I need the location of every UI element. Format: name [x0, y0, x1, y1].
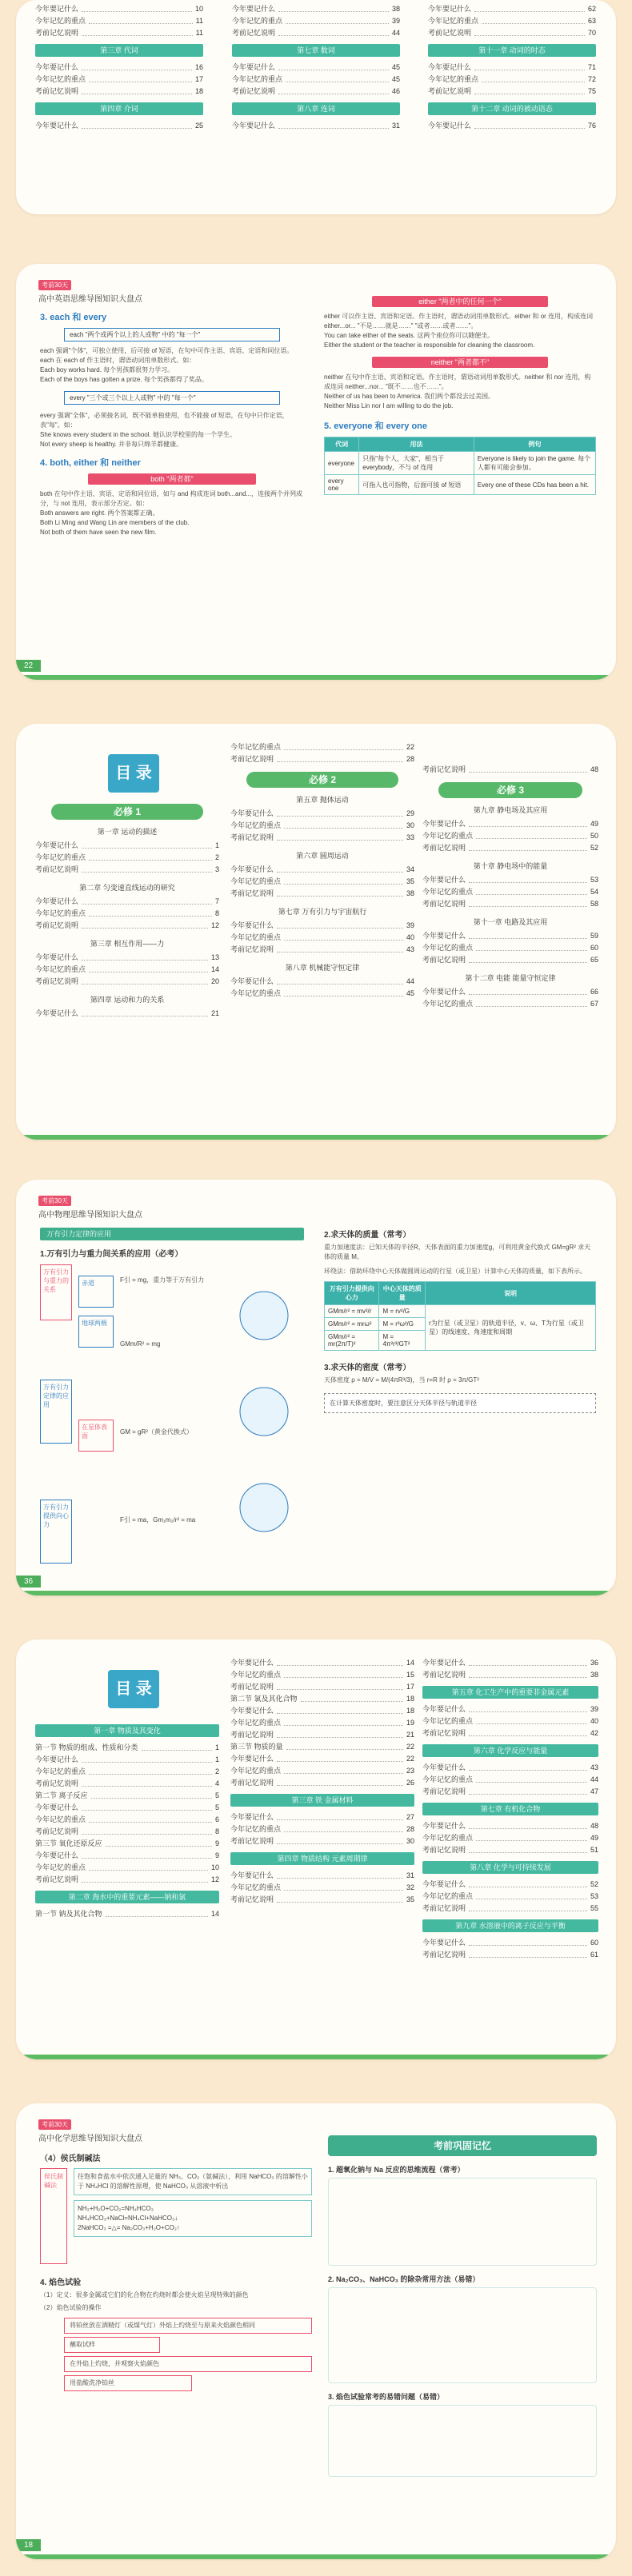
review-banner: 考前巩固记忆 — [328, 2135, 597, 2156]
mindmap-node: 万有引力提供向心力 — [40, 1500, 72, 1564]
example: Not every sheep is healthy. 并非每只绵羊都健康。 — [40, 441, 183, 448]
panel-physics-page — [16, 1180, 616, 1596]
toc-row[interactable]: 考前记忆说明 42 — [422, 1729, 598, 1737]
toc-row[interactable]: 考前记忆说明 26 — [230, 1779, 414, 1787]
toc-row[interactable]: 考前记忆说明 58 — [422, 900, 598, 908]
toc-row[interactable]: 第三节 物质的量 22 — [230, 1743, 414, 1751]
chapter-title: 第十一章 电路及其应用 — [473, 918, 548, 926]
chapter-band: 第八章 连词 — [232, 102, 400, 115]
formula: F引 = ma，Gm₁m₂/r² = ma — [120, 1516, 196, 1524]
table-header: 代词 — [325, 437, 359, 452]
book-subtitle: 高中物理思维导图知识大盘点 — [38, 1211, 142, 1220]
note-box: 在计算天体密度时，要注意区分天体半径与轨道半径 — [324, 1393, 596, 1413]
toc-row[interactable]: 今年要记什么 25 — [35, 122, 203, 130]
paragraph: （2）焰色试验的操作 — [40, 2304, 102, 2311]
chapter-band: 第四章 介词 — [35, 102, 203, 115]
planet-diagram — [240, 1388, 288, 1436]
toc-row[interactable]: 第三节 氧化还原反应 9 — [35, 1839, 219, 1847]
example: Either the student or the teacher is responsible for cleaning the classroom. — [324, 341, 535, 349]
table-header: 例句 — [474, 437, 595, 452]
toc-row[interactable]: 今年要记什么 45 — [232, 63, 400, 71]
concept-box: each "两个或两个以上的人或物" 中的 "每一个" — [64, 328, 280, 341]
toc-row[interactable]: 今年要记什么 16 — [35, 63, 203, 71]
bottom-strip — [16, 2055, 616, 2059]
concept-bar: either "两者中的任何一个" — [372, 296, 548, 307]
chapter-band: 第十二章 动词的被动语态 — [428, 102, 596, 115]
bottom-strip — [16, 675, 616, 680]
toc-row[interactable]: 今年要记什么 1 — [35, 841, 219, 849]
earth-diagram — [240, 1292, 288, 1340]
toc-row[interactable]: 考前记忆说明 43 — [230, 945, 414, 953]
toc-row[interactable]: 今年要记什么 71 — [428, 63, 596, 71]
mindmap-node: 万有引力定律的应用 — [40, 1380, 72, 1444]
toc-col-1 — [35, 3, 203, 132]
paragraph: neither 在句中作主语、宾语和定语。作主语时，谓语动词用单数形式。neither 和 nor 连用，构成连词 neither...nor... "既不……也不……"。 — [324, 373, 591, 390]
example: Both Li Ming and Wang Lin are members of the club. — [40, 519, 190, 526]
toc-row[interactable]: 考前记忆说明 28 — [230, 755, 414, 763]
toc-row[interactable]: 今年记忆的重点 15 — [230, 1671, 414, 1679]
toc-row[interactable]: 考前记忆说明 21 — [230, 1731, 414, 1739]
toc-row[interactable]: 今年记忆的重点 2 — [35, 1767, 219, 1775]
toc-heading: 目 录 — [108, 754, 159, 793]
section-heading: 3.求天体的密度（常考） — [324, 1364, 411, 1372]
equation-box — [74, 2200, 312, 2237]
toc-row[interactable]: 考前记忆说明 44 — [232, 29, 400, 37]
chapter-title: 第十二章 电能 能量守恒定律 — [465, 974, 556, 982]
left-column — [40, 310, 304, 537]
toc-col-2 — [230, 1657, 414, 1906]
example: Neither Miss Lin nor I am willing to do the job. — [324, 402, 454, 409]
volume-band: 必修 2 — [246, 772, 398, 788]
step: 在外焰上灼烧，并观察火焰颜色 — [64, 2356, 312, 2372]
section-heading: 4. both, either 和 neither — [40, 458, 141, 468]
toc-row[interactable]: 考前记忆说明 70 — [428, 29, 596, 37]
toc-row[interactable]: 今年记忆的重点 22 — [230, 743, 414, 751]
section-heading: 2.求天体的质量（常考） — [324, 1231, 411, 1240]
table-row: GMm/r² = mv²/r M = rv²/G r为行星（或卫星）的轨道半径，v、ω、T为行星（或卫星）的线速度、角速度和周期 — [325, 1305, 596, 1318]
page-number: 18 — [16, 2539, 41, 2551]
toc-row[interactable]: 今年记忆的重点 19 — [230, 1719, 414, 1727]
paragraph: （1）定义：很多金属或它们的化合物在灼烧时都会使火焰呈现特殊的颜色 — [40, 2291, 249, 2298]
toc-row[interactable]: 今年记忆的重点 28 — [230, 1825, 414, 1833]
section-heading: 1.万有引力与重力间关系的应用（必考） — [40, 1250, 183, 1259]
toc-row[interactable]: 今年记忆的重点 39 — [232, 17, 400, 25]
chapter-title: 第十章 静电场中的能量 — [473, 862, 548, 870]
toc-row[interactable]: 今年要记什么 21 — [35, 1009, 219, 1017]
paragraph: 往饱和食盐水中依次通入足量的 NH₃、CO₂（氨碱法），利用 NaHCO₃ 的溶解性小于 NH₄HCl 的溶解性原理，使 NaHCO₃ 从溶液中析出 — [74, 2168, 312, 2195]
mindmap-node: 地球两极 — [78, 1316, 114, 1348]
chapter-band: 第九章 水溶液中的离子反应与平衡 — [422, 1919, 598, 1932]
chapter-title: 第六章 圆周运动 — [296, 852, 349, 860]
comparison-table — [324, 437, 596, 495]
toc-row[interactable]: 今年记忆的重点 11 — [35, 17, 203, 25]
mindmap-node: 在星体表面 — [78, 1420, 114, 1452]
toc-col-2 — [232, 3, 400, 132]
toc-row[interactable]: 今年记忆的重点 32 — [230, 1883, 414, 1891]
toc-row[interactable]: 今年要记什么 43 — [422, 1763, 598, 1771]
panel-english-toc — [16, 0, 616, 214]
toc-row[interactable]: 今年要记什么 60 — [422, 1939, 598, 1947]
concept-bar: both "两者都" — [88, 473, 256, 485]
procedure-steps — [40, 2318, 312, 2391]
chapter-band: 第四章 物质结构 元素周期律 — [230, 1852, 414, 1865]
right-column — [324, 1228, 596, 1413]
toc-row[interactable]: 考前记忆说明 33 — [230, 833, 414, 841]
toc-row[interactable]: 考前记忆说明 12 — [35, 921, 219, 929]
example: Each boy works hard. 每个男孩都很努力学习。 — [40, 366, 174, 373]
toc-row[interactable]: 考前记忆说明 35 — [230, 1895, 414, 1903]
toc-row[interactable]: 考前记忆说明 65 — [422, 956, 598, 964]
bottom-strip — [16, 2554, 616, 2559]
example: She knows every student in the school. 她认识学校里的每一个学生。 — [40, 431, 236, 438]
toc-row[interactable]: 今年记忆的重点 50 — [422, 832, 598, 840]
toc-row[interactable]: 第二节 氯及其化合物 18 — [230, 1695, 414, 1703]
book-subtitle: 高中化学思维导图知识大盘点 — [38, 2135, 142, 2143]
toc-col-1 — [35, 1719, 219, 1920]
toc-row[interactable]: 考前记忆说明 55 — [422, 1904, 598, 1912]
section-heading: 2. Na₂CO₃、NaHCO₃ 的除杂常用方法（易错） — [328, 2275, 480, 2283]
paragraph: either 可以作主语、宾语和定语。作主语时，谓语动词用单数形式。either 和 or 连用，构成连词 either...or... "不是……就是……" "或者……或者……"。 — [324, 313, 594, 329]
toc-row[interactable]: 今年记忆的重点 54 — [422, 888, 598, 896]
right-column — [324, 296, 596, 495]
formula: F引 = mg，重力等于万有引力 — [120, 1276, 205, 1284]
toc-row[interactable]: 考前记忆说明 47 — [422, 1787, 598, 1795]
toc-row[interactable]: 今年要记什么 76 — [428, 122, 596, 130]
formula: GM = gR²（黄金代换式） — [120, 1428, 193, 1436]
section-heading: 5. everyone 和 every one — [324, 421, 428, 431]
toc-row[interactable]: 考前记忆说明 8 — [35, 1827, 219, 1835]
paragraph: both 在句中作主语、宾语、定语和同位语，如与 and 构成连词 both...and...，连接两个并列成分，与 not 连用，表示部分否定。如： — [40, 490, 303, 507]
toc-col-3 — [422, 1657, 598, 1961]
chapter-title: 第四章 运动和力的关系 — [90, 996, 165, 1004]
toc-row[interactable]: 今年要记什么 38 — [232, 5, 400, 13]
toc-row[interactable]: 今年要记什么 1 — [35, 1755, 219, 1763]
toc-row[interactable]: 今年要记什么 49 — [422, 820, 598, 828]
panel-chemistry-page — [16, 2103, 616, 2559]
book-logo — [38, 2119, 142, 2143]
chapter-band: 第七章 有机化合物 — [422, 1803, 598, 1815]
toc-row[interactable]: 今年记忆的重点 40 — [422, 1717, 598, 1725]
table-row: everyone 只指"每个人，大家"，相当于 everybody，不与 of 连用 Everyone is likely to join the game. 每个人都有可能会参加。 — [325, 452, 596, 475]
toc-row[interactable]: 考前记忆说明 38 — [422, 1671, 598, 1679]
mass-table: 万有引力提供向心力 中心天体的质量 说明 GMm/r² = mv²/r M = rv²/G r为行星（或卫星）的轨道半径，v、ω、T为行星（或卫星）的线速度、角速度和周期 GMm/r² = mrω² M = r³ω²/G GMm/r² = mr(2π/T)² M = 4π²r³/GT² — [324, 1281, 596, 1351]
toc-row[interactable]: 今年要记什么 39 — [230, 921, 414, 929]
toc-row[interactable]: 今年记忆的重点 67 — [422, 1000, 598, 1008]
toc-row[interactable]: 今年要记什么 48 — [422, 1822, 598, 1830]
toc-row[interactable]: 今年要记什么 14 — [230, 1659, 414, 1667]
equation: 2NaHCO₃ =△= Na₂CO₃+H₂O+CO₂↑ — [78, 2224, 180, 2231]
chapter-band: 第七章 数词 — [232, 44, 400, 57]
toc-col-3 — [428, 3, 596, 132]
bottom-strip — [16, 1591, 616, 1596]
step: 用盐酸洗净铂丝 — [64, 2375, 192, 2391]
step: 将铂丝放在酒精灯（或煤气灯）外焰上灼烧至与原来火焰颜色相同 — [64, 2318, 312, 2334]
logo-tag: 考前30天 — [38, 2119, 71, 2130]
qa-list — [328, 2405, 597, 2477]
logo-tag: 考前30天 — [38, 1196, 71, 1206]
toc-row[interactable]: 今年记忆的重点 60 — [422, 944, 598, 952]
toc-row[interactable]: 今年要记什么 31 — [230, 1871, 414, 1879]
toc-row[interactable]: 今年要记什么 59 — [422, 932, 598, 940]
table-row: GMm/r² = mr(2π/T)² M = 4π²r³/GT² — [325, 1331, 596, 1351]
bottom-strip — [16, 1135, 616, 1140]
toc-row[interactable]: 考前记忆说明 48 — [422, 765, 598, 773]
paragraph: each 强调"个体"，可独立使用，后可接 of 短语，在句中可作主语、宾语、定语和同位语。each 在 each of 作主语时，谓语动词用单数形式。如： — [40, 347, 294, 364]
chapter-band: 第八章 化学与可持续发展 — [422, 1861, 598, 1874]
toc-row[interactable]: 考前记忆说明 4 — [35, 1779, 219, 1787]
toc-row[interactable]: 考前记忆说明 61 — [422, 1951, 598, 1959]
toc-row[interactable]: 考前记忆说明 18 — [35, 87, 203, 95]
book-subtitle: 高中英语思维导图知识大盘点 — [38, 295, 142, 304]
toc-row[interactable]: 今年要记什么 31 — [232, 122, 400, 130]
toc-row[interactable]: 考前记忆说明 30 — [230, 1837, 414, 1845]
toc-row[interactable]: 今年记忆的重点 49 — [422, 1834, 598, 1842]
toc-row[interactable]: 今年记忆的重点 45 — [232, 75, 400, 83]
table-row: every one 可指人也可指物，后面可接 of 短语 Every one of these CDs has been a hit. — [325, 475, 596, 495]
paragraph: 重力加速度法：已知天体的半径R，天体表面的重力加速度g，可利用黄金代换式 GM=gR² 求天体的质量 M。 — [324, 1244, 591, 1260]
toc-row[interactable]: 今年记忆的重点 53 — [422, 1892, 598, 1900]
chapter-band: 第三章 铁 金属材料 — [230, 1794, 414, 1807]
page-number: 22 — [16, 660, 41, 672]
chapter-band: 第二章 海水中的重要元素——钠和氯 — [35, 1891, 219, 1903]
concept-box: every "三个或三个以上人或物" 中的 "每一个" — [64, 391, 280, 405]
toc-row[interactable]: 今年要记什么 36 — [422, 1659, 598, 1667]
toc-row[interactable]: 今年要记什么 66 — [422, 988, 598, 996]
panel-english-page — [16, 264, 616, 680]
paragraph: 天体密度 ρ = M/V = M/(4πR³/3)，当 r=R 时 ρ = 3π/GT² — [324, 1376, 479, 1384]
left-column — [40, 2151, 312, 2394]
toc-row[interactable]: 今年要记什么 39 — [422, 1705, 598, 1713]
toc-row[interactable]: 第一节 物质的组成、性质和分类 1 — [35, 1743, 219, 1751]
chapter-title: 第一章 运动的描述 — [97, 828, 158, 836]
right-column — [328, 2135, 597, 2477]
table-header: 用法 — [359, 437, 474, 452]
example: Neither of us has been to America. 我们两个都没去过美国。 — [324, 393, 494, 400]
mindmap — [40, 2168, 312, 2264]
section-heading: （4）侯氏制碱法 — [40, 2155, 101, 2163]
mindmap-node: 侯氏制碱法 — [40, 2168, 67, 2264]
toc-row[interactable]: 今年记忆的重点 14 — [35, 965, 219, 973]
equation: NH₄HCO₃+NaCl=NH₄Cl+NaHCO₃↓ — [78, 2215, 178, 2222]
toc-row[interactable]: 今年记忆的重点 10 — [35, 1863, 219, 1871]
toc-row[interactable]: 考前记忆说明 12 — [35, 1875, 219, 1883]
chapter-title: 第九章 静电场及其应用 — [473, 806, 548, 814]
toc-row[interactable]: 今年要记什么 10 — [35, 5, 203, 13]
toc-row[interactable]: 今年记忆的重点 8 — [35, 909, 219, 917]
toc-row[interactable]: 今年要记什么 7 — [35, 897, 219, 905]
toc-row[interactable]: 今年记忆的重点 45 — [230, 989, 414, 997]
page-number: 36 — [16, 1576, 41, 1588]
example: Each of the boys has gotten a prize. 每个男孩都得了奖品。 — [40, 376, 208, 383]
chapter-title: 第三章 相互作用——力 — [90, 940, 165, 948]
toc-row[interactable]: 今年记忆的重点 44 — [422, 1775, 598, 1783]
orbit-diagrams — [224, 1276, 304, 1548]
paragraph: every 强调"全体"，必须接名词，既不能单独使用，也不能接 of 短语，在句中只作定语，表"每"。如： — [40, 412, 289, 429]
toc-col-3 — [422, 764, 598, 1010]
equation: NH₃+H₂O+CO₂=NH₄HCO₃ — [78, 2205, 154, 2212]
panel-physics-toc — [16, 724, 616, 1140]
section-heading: 3. 焰色试验常考的易错问题（易错） — [328, 2393, 445, 2401]
toc-row[interactable]: 今年记忆的重点 6 — [35, 1815, 219, 1823]
toc-row[interactable]: 今年记忆的重点 30 — [230, 821, 414, 829]
toc-row[interactable]: 考前记忆说明 3 — [35, 865, 219, 873]
logo-tag: 考前30天 — [38, 280, 71, 290]
toc-row[interactable]: 考前记忆说明 38 — [230, 889, 414, 897]
toc-heading: 目 录 — [108, 1670, 159, 1708]
toc-row[interactable]: 今年要记什么 53 — [422, 876, 598, 884]
toc-row[interactable]: 今年要记什么 18 — [230, 1707, 414, 1715]
toc-row[interactable]: 考前记忆说明 51 — [422, 1846, 598, 1854]
toc-row[interactable]: 今年记忆的重点 2 — [35, 853, 219, 861]
toc-row[interactable]: 第一节 钠及其化合物 14 — [35, 1910, 219, 1918]
chapter-band: 第五章 化工生产中的重要非金属元素 — [422, 1686, 598, 1699]
volume-band: 必修 1 — [51, 804, 203, 820]
chapter-title: 第二章 匀变速直线运动的研究 — [79, 884, 175, 892]
example: You can take either of the seats. 这两个座位你可以随便坐。 — [324, 332, 494, 339]
toc-row[interactable]: 今年要记什么 13 — [35, 953, 219, 961]
toc-row[interactable]: 考前记忆说明 75 — [428, 87, 596, 95]
toc-row[interactable]: 考前记忆说明 46 — [232, 87, 400, 95]
toc-row[interactable]: 今年要记什么 44 — [230, 977, 414, 985]
toc-col-2 — [230, 741, 414, 1000]
example: Both answers are right. 两个答案都正确。 — [40, 509, 159, 517]
toc-row[interactable]: 今年要记什么 5 — [35, 1803, 219, 1811]
concept-bar: neither "两者都不" — [372, 357, 548, 368]
toc-row[interactable]: 今年记忆的重点 17 — [35, 75, 203, 83]
step: 蘸取试样 — [64, 2337, 160, 2353]
toc-row[interactable]: 考前记忆说明 52 — [422, 844, 598, 852]
chapter-band: 第一章 物质及其变化 — [35, 1724, 219, 1737]
example: Not both of them have seen the new film. — [40, 529, 157, 536]
toc-row[interactable]: 今年要记什么 9 — [35, 1851, 219, 1859]
toc-row[interactable]: 考前记忆说明 17 — [230, 1683, 414, 1691]
book-logo — [38, 280, 142, 304]
chapter-band: 第三章 代词 — [35, 44, 203, 57]
paragraph: 环绕法：借助环绕中心天体做圆周运动的行星（或卫星）计算中心天体的质量，如下表所示。 — [324, 1268, 586, 1275]
volume-band: 必修 3 — [438, 782, 582, 798]
toc-row[interactable]: 今年要记什么 27 — [230, 1813, 414, 1821]
book-logo — [38, 1196, 142, 1220]
toc-row[interactable]: 今年要记什么 52 — [422, 1880, 598, 1888]
chapter-band: 第十一章 动词的时态 — [428, 44, 596, 57]
mindmap-node: 赤道 — [78, 1276, 114, 1308]
toc-row[interactable]: 今年记忆的重点 72 — [428, 75, 596, 83]
toc-row[interactable]: 考前记忆说明 11 — [35, 29, 203, 37]
section-heading: 4. 焰色试验 — [40, 2278, 82, 2287]
toc-row[interactable]: 今年记忆的重点 23 — [230, 1767, 414, 1775]
chapter-title: 第七章 万有引力与宇宙航行 — [278, 908, 367, 916]
toc-col-1 — [35, 804, 219, 1020]
toc-row[interactable]: 今年记忆的重点 40 — [230, 933, 414, 941]
mindmap-node: 万有引力与重力的关系 — [40, 1264, 72, 1320]
toc-row[interactable]: 今年记忆的重点 63 — [428, 17, 596, 25]
chapter-title: 第八章 机械能守恒定律 — [285, 964, 360, 972]
flow-diagram — [328, 2178, 597, 2266]
toc-row[interactable]: 今年要记什么 34 — [230, 865, 414, 873]
section-bar: 万有引力定律的应用 — [40, 1228, 304, 1240]
table-row: GMm/r² = mrω² M = r³ω²/G — [325, 1318, 596, 1331]
toc-row[interactable]: 今年要记什么 29 — [230, 809, 414, 817]
method-diagram — [328, 2287, 597, 2383]
section-heading: 3. each 和 every — [40, 313, 107, 322]
chapter-band: 第六章 化学反应与能量 — [422, 1744, 598, 1757]
formula: GMm/R² = mg — [120, 1340, 161, 1348]
toc-row[interactable]: 考前记忆说明 20 — [35, 977, 219, 985]
chapter-title: 第五章 抛体运动 — [296, 796, 349, 804]
panel-chemistry-toc — [16, 1639, 616, 2059]
satellite-diagram — [240, 1484, 288, 1532]
toc-row[interactable]: 第二节 离子反应 5 — [35, 1791, 219, 1799]
toc-row[interactable]: 今年要记什么 62 — [428, 5, 596, 13]
toc-row[interactable]: 今年记忆的重点 35 — [230, 877, 414, 885]
toc-row[interactable]: 今年要记什么 22 — [230, 1755, 414, 1763]
section-heading: 1. 超氧化钠与 Na 反应的思维流程（常考） — [328, 2166, 465, 2174]
